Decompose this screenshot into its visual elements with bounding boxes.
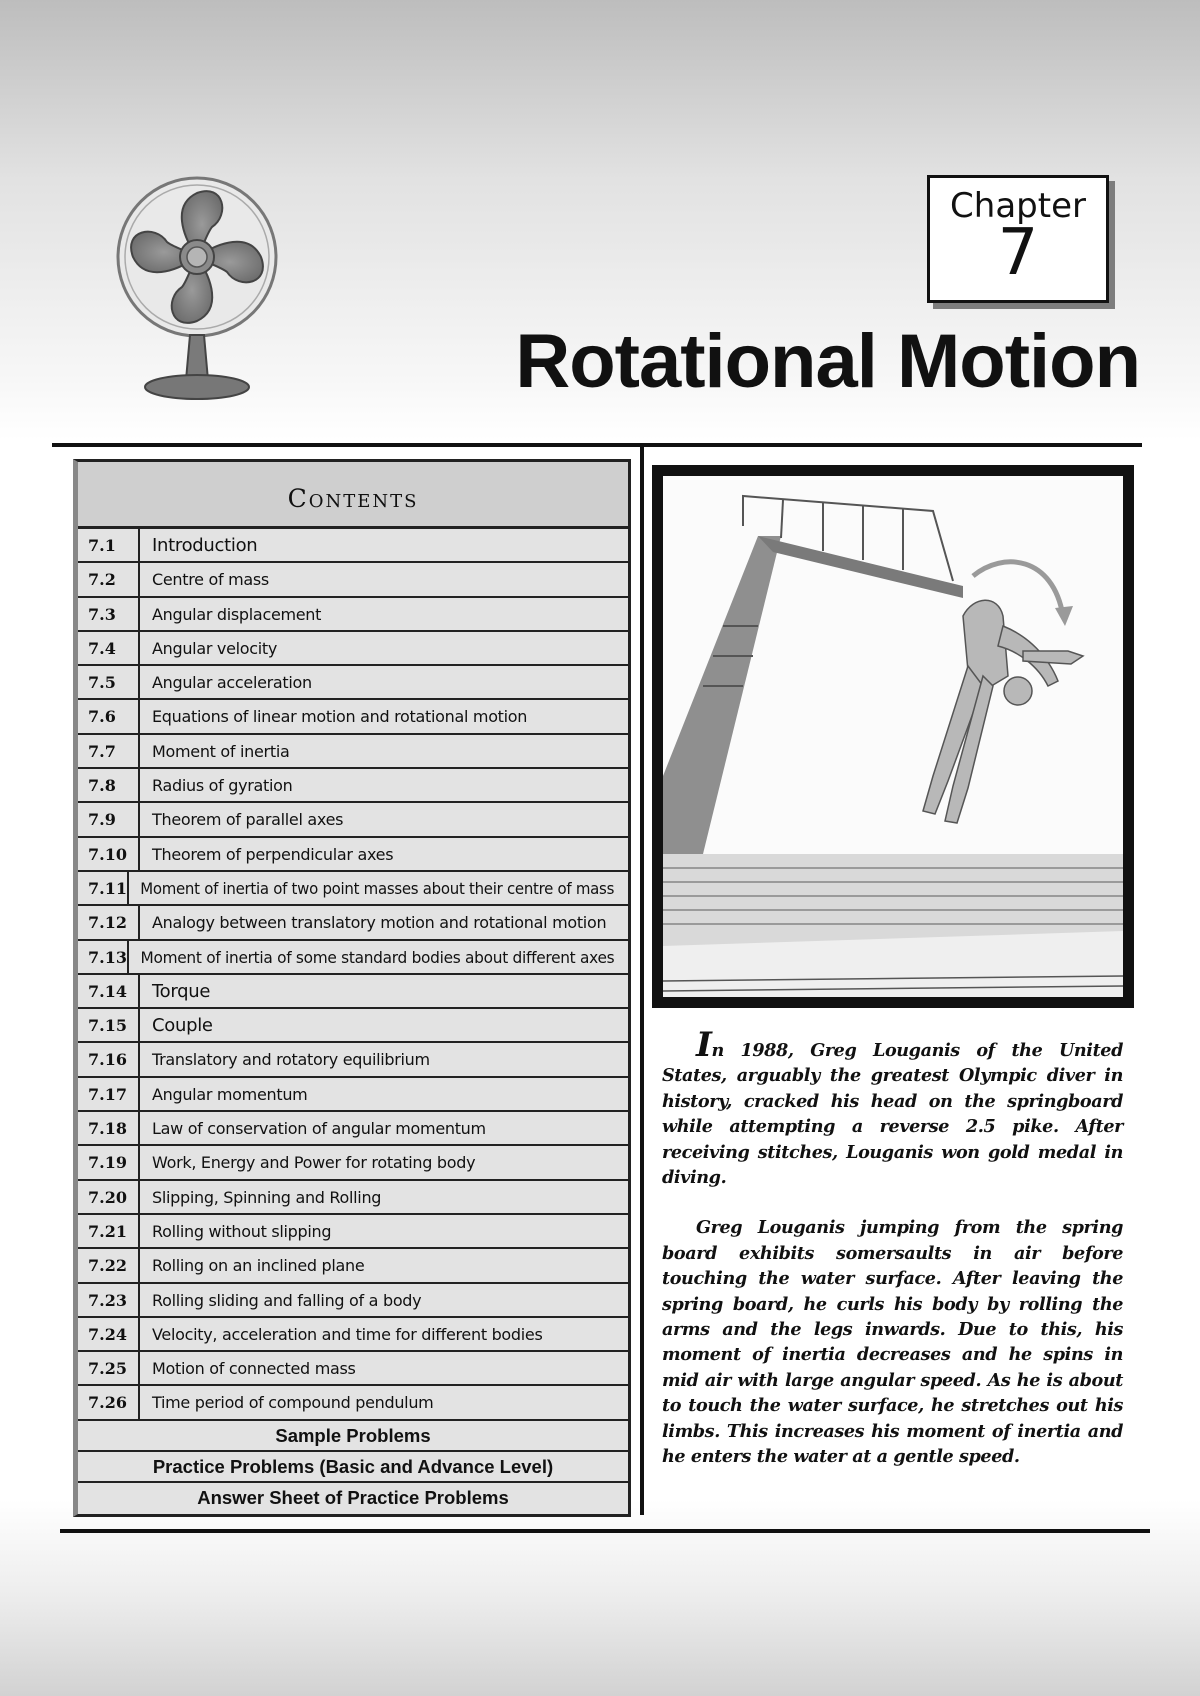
contents-row <box>78 1078 628 1112</box>
section-number: 7.18 <box>78 1112 140 1144</box>
section-number: 7.1 <box>78 529 140 561</box>
section-title: Moment of inertia of two point masses about their centre of mass <box>140 878 615 898</box>
contents-heading-text: Contents <box>287 484 419 513</box>
table-fan-icon <box>112 175 282 405</box>
section-number: 7.25 <box>78 1352 140 1384</box>
section-number: 7.23 <box>78 1284 140 1316</box>
section-title: Rolling on an inclined plane <box>152 1256 365 1276</box>
section-number: 7.26 <box>78 1386 140 1418</box>
contents-list <box>78 529 628 1421</box>
section-title: Rolling without slipping <box>152 1221 332 1241</box>
contents-row <box>78 838 628 872</box>
contents-extra-row: Practice Problems (Basic and Advance Level) <box>78 1452 628 1483</box>
section-number: 7.20 <box>78 1181 140 1213</box>
section-title: Radius of gyration <box>152 776 293 796</box>
section-number: 7.15 <box>78 1009 140 1041</box>
drop-cap: I <box>696 1025 712 1065</box>
contents-row <box>78 666 628 700</box>
section-title: Analogy between translatory motion and rotational motion <box>152 913 607 933</box>
diver-photo <box>663 476 1123 997</box>
section-title: Torque <box>152 980 211 1002</box>
section-number: 7.17 <box>78 1078 140 1110</box>
top-divider <box>52 443 1142 447</box>
contents-row <box>78 1112 628 1146</box>
section-title: Moment of inertia <box>152 741 290 761</box>
contents-row <box>78 1181 628 1215</box>
section-title: Equations of linear motion and rotational motion <box>152 707 528 727</box>
section-number: 7.16 <box>78 1043 140 1075</box>
section-title: Angular displacement <box>152 604 322 624</box>
section-title: Angular acceleration <box>152 673 312 693</box>
contents-table <box>73 459 631 1517</box>
contents-row <box>78 563 628 597</box>
chapter-label: Chapter <box>950 186 1086 226</box>
contents-row <box>78 632 628 666</box>
section-number: 7.5 <box>78 666 140 698</box>
section-title: Work, Energy and Power for rotating body <box>152 1153 476 1173</box>
story-paragraph-1-text: n 1988, Greg Louganis of the United States, arguably the greatest Olympic diver in history, cracked his head on the springboard while attempting a reverse 2.5 pike. After receiving stitches, Louganis won gold medal in diving. <box>662 1040 1123 1189</box>
contents-row <box>78 906 628 940</box>
section-title: Motion of connected mass <box>152 1359 356 1379</box>
contents-row <box>78 1249 628 1283</box>
section-title: Moment of inertia of some standard bodies about different axes <box>140 947 615 967</box>
section-number: 7.9 <box>78 803 140 835</box>
section-number: 7.2 <box>78 563 140 595</box>
section-number: 7.22 <box>78 1249 140 1281</box>
section-number: 7.4 <box>78 632 140 664</box>
contents-row <box>78 1146 628 1180</box>
contents-row <box>78 872 628 906</box>
section-title: Couple <box>152 1015 213 1037</box>
section-number: 7.13 <box>78 941 129 973</box>
section-number: 7.12 <box>78 906 140 938</box>
section-number: 7.8 <box>78 769 140 801</box>
section-title: Introduction <box>152 535 258 556</box>
contents-row <box>78 941 628 975</box>
contents-extra-row: Sample Problems <box>78 1421 628 1452</box>
section-title: Angular velocity <box>152 638 278 658</box>
section-title: Theorem of parallel axes <box>152 810 344 830</box>
section-number: 7.10 <box>78 838 140 870</box>
section-title: Translatory and rotatory equilibrium <box>152 1050 430 1070</box>
section-title: Velocity, acceleration and time for different bodies <box>152 1324 543 1344</box>
contents-heading <box>78 462 628 529</box>
bottom-divider <box>60 1529 1150 1533</box>
contents-row <box>78 1009 628 1043</box>
contents-extra-row: Answer Sheet of Practice Problems <box>78 1483 628 1514</box>
contents-row <box>78 1215 628 1249</box>
section-title: Slipping, Spinning and Rolling <box>152 1187 382 1207</box>
story-paragraph-2: Greg Louganis jumping from the spring board exhibits somersaults in air before touching the water surface. After leaving the spring board, he curls his body by rolling the arms and the legs inwards. Due to this, his moment of inertia decreases and he spins in mid air with large angular speed. As he is about to touch the water surface, he stretches out his limbs. This increases his moment of inertia and he enters the water at a gentle speed. <box>662 1217 1123 1468</box>
photo-frame <box>652 465 1134 1008</box>
section-number: 7.19 <box>78 1146 140 1178</box>
section-number: 7.6 <box>78 700 140 732</box>
section-number: 7.3 <box>78 598 140 630</box>
contents-row <box>78 1386 628 1420</box>
contents-row <box>78 1284 628 1318</box>
contents-row <box>78 1352 628 1386</box>
section-title: Time period of compound pendulum <box>152 1393 434 1413</box>
chapter-badge <box>927 175 1109 303</box>
contents-row <box>78 700 628 734</box>
contents-row <box>78 975 628 1009</box>
chapter-number: 7 <box>997 216 1039 290</box>
section-number: 7.11 <box>78 872 129 904</box>
contents-row <box>78 529 628 563</box>
section-title: Rolling sliding and falling of a body <box>152 1290 422 1310</box>
story-paragraph-1 <box>662 1025 1123 1190</box>
section-number: 7.21 <box>78 1215 140 1247</box>
contents-row <box>78 1318 628 1352</box>
chapter-title: Rotational Motion <box>515 319 1140 404</box>
section-title: Centre of mass <box>152 570 269 590</box>
contents-row <box>78 735 628 769</box>
section-title: Theorem of perpendicular axes <box>152 844 394 864</box>
contents-row <box>78 803 628 837</box>
section-number: 7.14 <box>78 975 140 1007</box>
section-title: Angular momentum <box>152 1084 308 1104</box>
contents-extras <box>78 1421 628 1514</box>
section-title: Law of conservation of angular momentum <box>152 1119 486 1139</box>
contents-row <box>78 769 628 803</box>
section-number: 7.7 <box>78 735 140 767</box>
column-divider <box>640 447 644 1515</box>
contents-row <box>78 1043 628 1077</box>
section-number: 7.24 <box>78 1318 140 1350</box>
story-text <box>662 1025 1123 1495</box>
contents-row <box>78 598 628 632</box>
